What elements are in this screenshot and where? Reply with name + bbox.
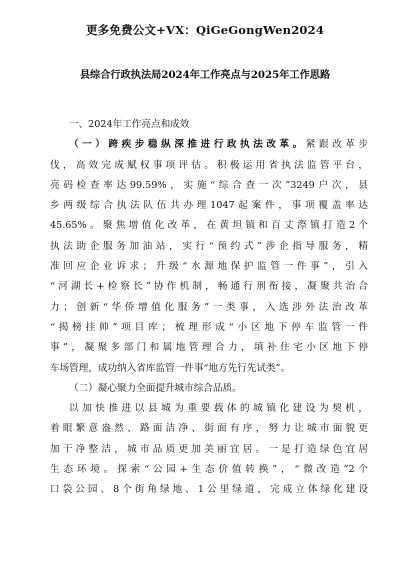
- watermark-header: 更多免费公文+VX：QiGeGongWen2024: [85, 23, 325, 37]
- paragraph-line: 加干净整洁，城市品质更加美丽宜居。一是打造绿色宜居: [50, 443, 368, 455]
- paragraph-line: 车场管理，成功纳入省库监管一件事“地方先行先试类”。: [50, 362, 291, 374]
- paragraph-line: 以加快推进以县城为重要载体的城镇化建设为契机，: [69, 403, 368, 415]
- document-body: [50, 115, 368, 501]
- paragraph-line: 生态环境。探索“公园+生态价值转换”，“微改造”2个: [50, 464, 368, 476]
- paragraph-line: 事”，凝聚多部门和属地管理合力，填补住宅小区地下停: [50, 342, 368, 354]
- paragraph-line: 45.65%。聚焦增值化改革，在黄坦镇和百丈漈镇打造2个: [50, 220, 368, 232]
- paragraph-line: 准回应企业诉求；升级“水源地保护监管一件事”，引入: [50, 261, 368, 273]
- paragraph-line: 执法助企服务加油站，实行“预约式”涉企指导服务，精: [50, 240, 368, 252]
- paragraph-line: 伐，高效完成赋权事项评估。积极运用省执法监管平台，: [50, 159, 368, 171]
- subheading: （二）凝心聚力全面提升城市综合品质。: [69, 382, 242, 394]
- paragraph-line: 力；创新“华侨增值化服务”一类事，入选涉外法治改革: [50, 301, 368, 313]
- paragraph-text: 紧跟改革步: [305, 139, 368, 151]
- paragraph-line: 亮码检查率达99.59%，实施“综合查一次”3249户次，县: [50, 179, 368, 191]
- subheading-inline: （一）跨疾步稳纵深推进行政执法改革。: [69, 139, 306, 151]
- paragraph-line: 乡两级综合执法队伍共办理1047起案件，事项覆盖率达: [50, 200, 368, 212]
- paragraph-line: “揭榜挂帅”项目库；梳理形成“小区地下停车监管一件: [50, 321, 368, 333]
- document-title: 县综合行政执法局2024年工作亮点与2025年工作思路: [79, 69, 331, 81]
- paragraph-line: 口袋公园、8个街角绿地、1公里绿道，完成立体绿化建设: [50, 484, 368, 496]
- paragraph-line: [50, 135, 368, 155]
- section-heading: 一、2024年工作亮点和成效: [69, 119, 190, 130]
- paragraph-line: “河湖长+检察长”协作机制，畅通行刑衔接，凝聚共治合: [50, 281, 368, 293]
- paragraph-line: 着眼繁意盎然、路面洁净、街面有序，努力让城市面貌更: [50, 423, 368, 435]
